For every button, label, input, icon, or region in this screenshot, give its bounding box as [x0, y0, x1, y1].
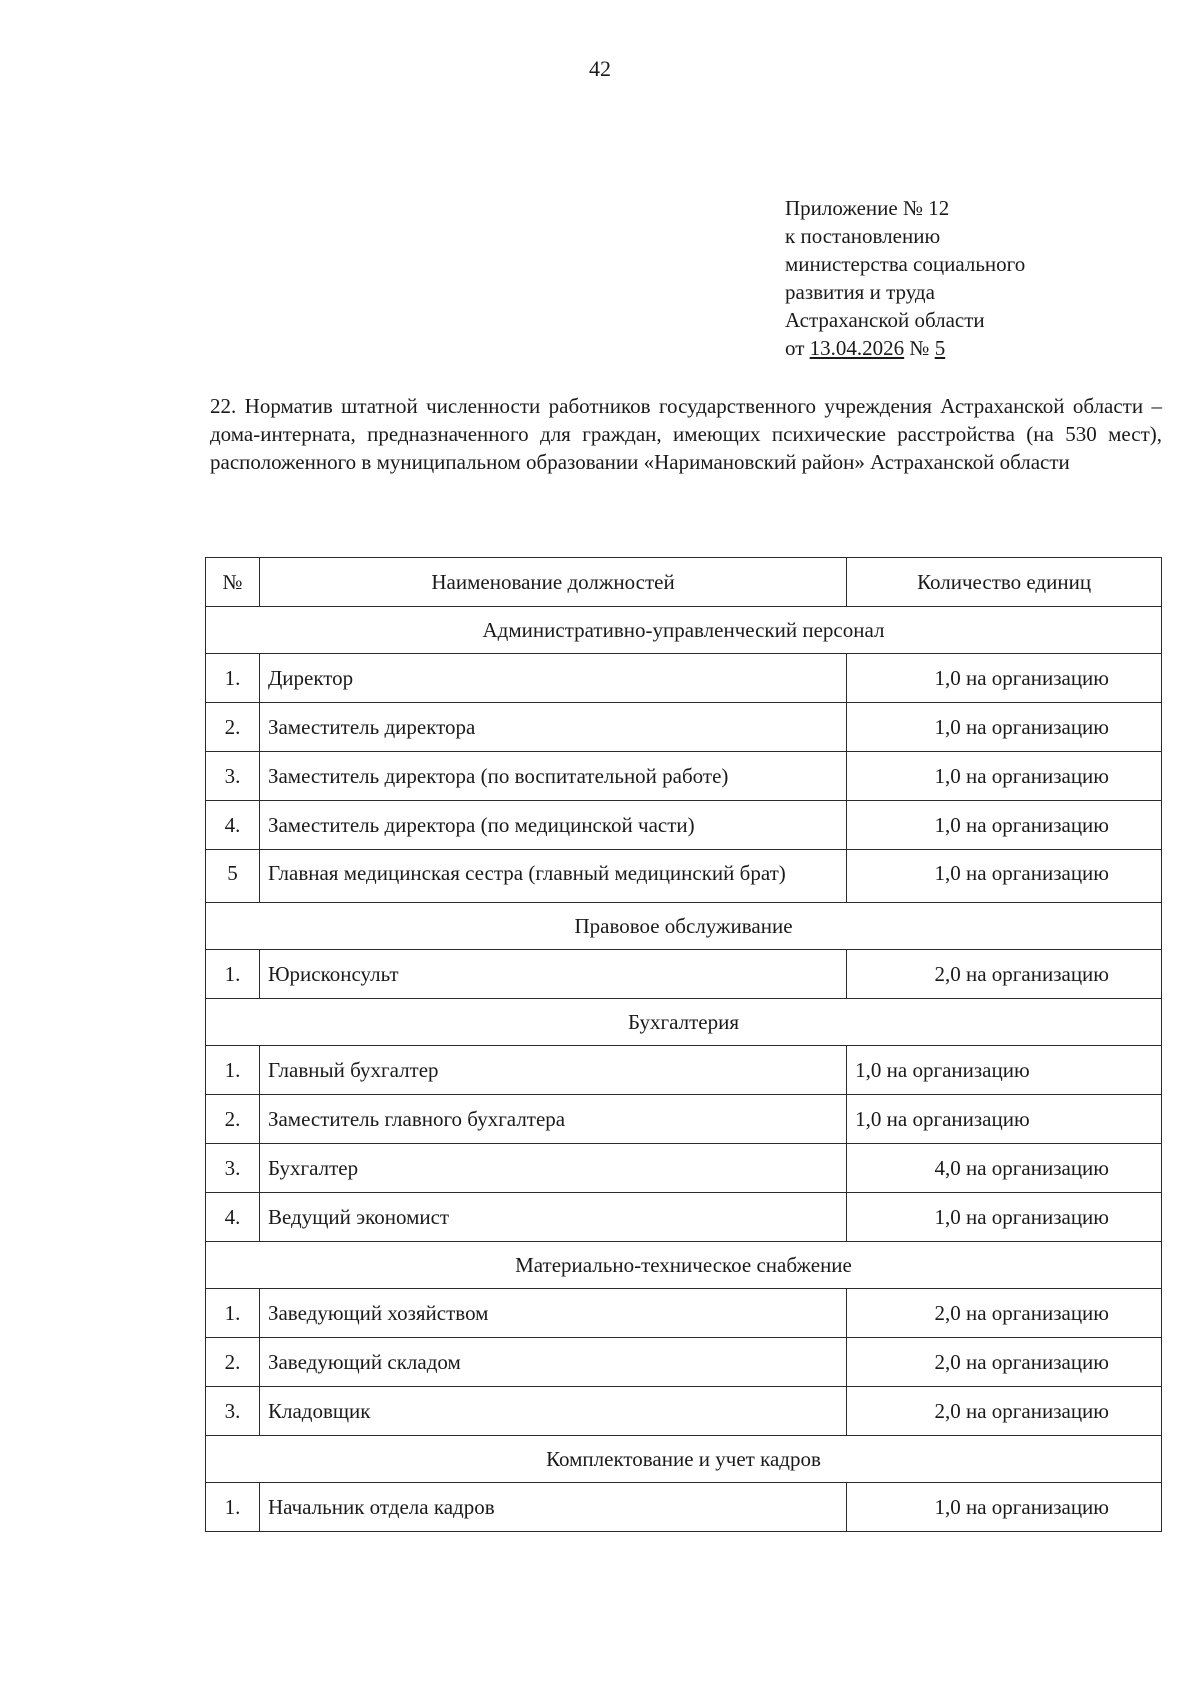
position-name: Главный бухгалтер	[259, 1046, 846, 1095]
table-row	[206, 850, 1162, 903]
row-number: 1.	[206, 1289, 260, 1338]
section-row	[206, 1242, 1162, 1289]
row-number: 2.	[206, 1338, 260, 1387]
appendix-line: развития и труда	[785, 280, 935, 304]
position-name: Ведущий экономист	[259, 1193, 846, 1242]
position-name: Заместитель директора (по воспитательной работе)	[259, 752, 846, 801]
unit-count: 2,0 на организацию	[847, 1289, 1162, 1338]
unit-count: 2,0 на организацию	[847, 950, 1162, 999]
row-number: 2.	[206, 703, 260, 752]
number-prefix: №	[904, 336, 935, 360]
table-row	[206, 1483, 1162, 1532]
position-name: Главная медицинская сестра (главный медицинский брат)	[259, 850, 846, 903]
position-name: Заместитель директора	[259, 703, 846, 752]
table-row	[206, 752, 1162, 801]
position-name: Заведующий хозяйством	[259, 1289, 846, 1338]
section-row	[206, 903, 1162, 950]
section-row	[206, 1436, 1162, 1483]
position-name: Начальник отдела кадров	[259, 1483, 846, 1532]
row-number: 4.	[206, 1193, 260, 1242]
position-name: Заместитель директора (по медицинской части)	[259, 801, 846, 850]
document-heading: 22. Норматив штатной численности работников государственного учреждения Астраханской области – дома-интерната, предназначенного для граждан, имеющих психические расстройства (на 530 мест), расположенного в муниципальном образовании «Наримановский район» Астраханской области	[210, 394, 1162, 474]
table-row	[206, 1338, 1162, 1387]
appendix-date-line	[785, 334, 1115, 362]
table-row	[206, 703, 1162, 752]
unit-count: 1,0 на организацию	[847, 801, 1162, 850]
unit-count: 1,0 на организацию	[847, 1046, 1162, 1095]
table-row	[206, 654, 1162, 703]
unit-count: 1,0 на организацию	[847, 850, 1162, 903]
position-name: Бухгалтер	[259, 1144, 846, 1193]
table-row	[206, 1387, 1162, 1436]
position-name: Заведующий складом	[259, 1338, 846, 1387]
position-name: Заместитель главного бухгалтера	[259, 1095, 846, 1144]
row-number: 3.	[206, 1387, 260, 1436]
table-row	[206, 1144, 1162, 1193]
unit-count: 1,0 на организацию	[847, 1483, 1162, 1532]
appendix-line: к постановлению	[785, 224, 941, 248]
table-row	[206, 950, 1162, 999]
appendix-number: 5	[934, 336, 946, 360]
unit-count: 2,0 на организацию	[847, 1338, 1162, 1387]
unit-count: 2,0 на организацию	[847, 1387, 1162, 1436]
header-qty: Количество единиц	[847, 558, 1162, 607]
unit-count: 1,0 на организацию	[847, 752, 1162, 801]
row-number: 1.	[206, 950, 260, 999]
header-num: №	[206, 558, 260, 607]
unit-count: 4,0 на организацию	[847, 1144, 1162, 1193]
section-title: Комплектование и учет кадров	[206, 1436, 1162, 1483]
section-title: Правовое обслуживание	[206, 903, 1162, 950]
unit-count: 1,0 на организацию	[847, 654, 1162, 703]
position-name: Кладовщик	[259, 1387, 846, 1436]
row-number: 2.	[206, 1095, 260, 1144]
position-name: Директор	[259, 654, 846, 703]
row-number: 4.	[206, 801, 260, 850]
table-row	[206, 1289, 1162, 1338]
appendix-block	[785, 194, 1115, 362]
section-row	[206, 607, 1162, 654]
unit-count: 1,0 на организацию	[847, 703, 1162, 752]
appendix-line: Астраханской области	[785, 308, 985, 332]
header-name: Наименование должностей	[259, 558, 846, 607]
section-title: Административно-управленческий персонал	[206, 607, 1162, 654]
row-number: 5	[206, 850, 260, 903]
row-number: 3.	[206, 752, 260, 801]
table-row	[206, 801, 1162, 850]
table-body	[206, 607, 1162, 1532]
row-number: 1.	[206, 1046, 260, 1095]
row-number: 1.	[206, 654, 260, 703]
unit-count: 1,0 на организацию	[847, 1095, 1162, 1144]
table-row	[206, 1095, 1162, 1144]
table-row	[206, 1193, 1162, 1242]
position-name: Юрисконсульт	[259, 950, 846, 999]
date-prefix: от	[785, 336, 810, 360]
appendix-date: 13.04.2026	[809, 336, 905, 360]
table-row	[206, 1046, 1162, 1095]
section-title: Материально-техническое снабжение	[206, 1242, 1162, 1289]
section-row	[206, 999, 1162, 1046]
section-title: Бухгалтерия	[206, 999, 1162, 1046]
appendix-title: Приложение № 12	[785, 196, 950, 220]
row-number: 1.	[206, 1483, 260, 1532]
unit-count: 1,0 на организацию	[847, 1193, 1162, 1242]
staff-table	[205, 557, 1162, 1532]
page-number: 42	[589, 56, 611, 81]
row-number: 3.	[206, 1144, 260, 1193]
appendix-line: министерства социального	[785, 252, 1026, 276]
